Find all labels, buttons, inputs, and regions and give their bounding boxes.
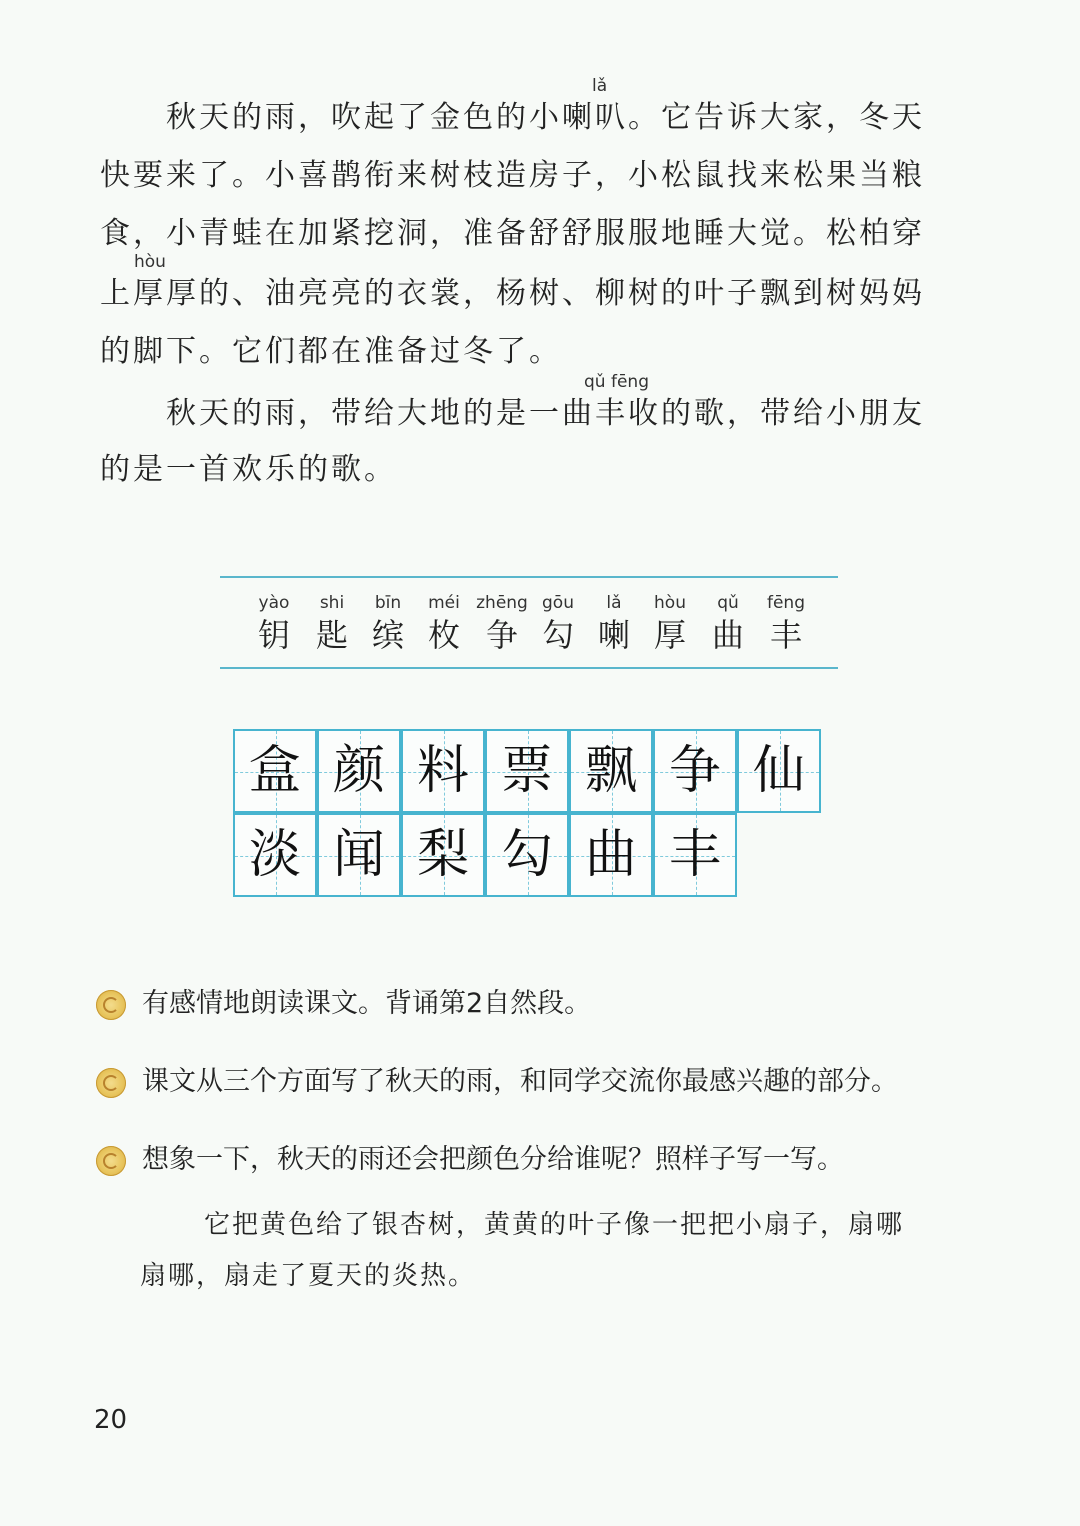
vocab-char: 勾 bbox=[541, 616, 574, 654]
vocab-item bbox=[640, 592, 700, 656]
vocab-char: 厚 bbox=[653, 616, 686, 654]
ruby-la: lǎ bbox=[592, 76, 608, 96]
vocab-pinyin: bīn bbox=[374, 593, 402, 613]
vocab-pinyin: fēng bbox=[766, 593, 805, 613]
vocab-char: 争 bbox=[485, 616, 518, 654]
grid-cell bbox=[485, 813, 569, 897]
grid-cell bbox=[653, 813, 737, 897]
grid-cell bbox=[401, 813, 485, 897]
vocab-item bbox=[302, 592, 362, 656]
vocab-item bbox=[414, 592, 474, 656]
vocab-char: 枚 bbox=[427, 616, 460, 654]
ruby-qu-feng: qǔ fēng bbox=[584, 372, 649, 392]
vocab-item bbox=[698, 592, 758, 656]
grid-char: 票 bbox=[500, 741, 553, 801]
grid-char: 飘 bbox=[584, 741, 637, 801]
swirl-badge-icon bbox=[96, 1068, 126, 1098]
vocab-pinyin: zhēng bbox=[476, 593, 528, 613]
exercise-2 bbox=[96, 1060, 996, 1104]
grid-cell bbox=[569, 729, 653, 813]
vocab-top-rule bbox=[220, 576, 838, 578]
vocab-list bbox=[252, 592, 812, 658]
vocab-pinyin: shi bbox=[319, 593, 345, 613]
passage-line-6: 秋天的雨，带给大地的是一曲丰收的歌，带给小朋友 bbox=[166, 396, 925, 431]
vocab-char: 缤 bbox=[371, 616, 404, 654]
passage-line-3: 食，小青蛙在加紧挖洞，准备舒舒服服地睡大觉。松柏穿 bbox=[100, 216, 925, 251]
vocab-pinyin: lǎ bbox=[606, 593, 622, 613]
grid-char: 丰 bbox=[668, 825, 721, 885]
vocab-char: 钥 bbox=[257, 616, 290, 654]
grid-char: 勾 bbox=[500, 825, 553, 885]
grid-cell bbox=[401, 729, 485, 813]
vocab-char: 匙 bbox=[315, 616, 348, 654]
vocab-pinyin: yào bbox=[258, 593, 290, 613]
grid-char: 淡 bbox=[248, 825, 301, 885]
grid-cell bbox=[233, 813, 317, 897]
grid-char: 梨 bbox=[416, 825, 469, 885]
vocab-pinyin: méi bbox=[428, 593, 460, 613]
grid-char: 曲 bbox=[584, 825, 637, 885]
grid-cell bbox=[233, 729, 317, 813]
exercise-3 bbox=[96, 1138, 996, 1182]
vocab-char: 丰 bbox=[769, 616, 802, 654]
grid-char: 闻 bbox=[332, 825, 385, 885]
vocab-pinyin: qǔ bbox=[717, 593, 739, 613]
grid-cell bbox=[317, 813, 401, 897]
vocab-item bbox=[528, 592, 588, 656]
page-number: 20 bbox=[94, 1405, 128, 1435]
vocab-item bbox=[472, 592, 532, 656]
passage-line-5: 的脚下。它们都在准备过冬了。 bbox=[100, 334, 562, 369]
grid-cell bbox=[653, 729, 737, 813]
example-line-2: 扇哪，扇走了夏天的炎热。 bbox=[140, 1261, 477, 1291]
exercise-text: 有感情地朗读课文。背诵第2自然段。 bbox=[142, 988, 592, 1019]
vocab-pinyin: hòu bbox=[654, 593, 686, 613]
grid-cell bbox=[737, 729, 821, 813]
exercise-text: 想象一下，秋天的雨还会把颜色分给谁呢？照样子写一写。 bbox=[142, 1144, 844, 1175]
grid-char: 颜 bbox=[332, 741, 385, 801]
grid-cell bbox=[485, 729, 569, 813]
grid-char: 盒 bbox=[248, 741, 301, 801]
passage-line-7: 的是一首欢乐的歌。 bbox=[100, 452, 397, 487]
vocab-item bbox=[358, 592, 418, 656]
vocab-item bbox=[756, 592, 816, 656]
ruby-hou: hòu bbox=[134, 252, 166, 272]
grid-char: 争 bbox=[668, 741, 721, 801]
grid-char: 料 bbox=[416, 741, 469, 801]
example-line-1: 它把黄色给了银杏树，黄黄的叶子像一把把小扇子，扇哪 bbox=[204, 1210, 905, 1240]
vocab-item bbox=[584, 592, 644, 656]
swirl-badge-icon bbox=[96, 990, 126, 1020]
vocab-pinyin: gōu bbox=[542, 593, 574, 613]
vocab-bottom-rule bbox=[220, 667, 838, 669]
exercise-text: 课文从三个方面写了秋天的雨，和同学交流你最感兴趣的部分。 bbox=[142, 1066, 898, 1097]
passage-line-2: 快要来了。小喜鹊衔来树枝造房子，小松鼠找来松果当粮 bbox=[100, 158, 925, 193]
passage-line-4: 上厚厚的、油亮亮的衣裳，杨树、柳树的叶子飘到树妈妈 bbox=[100, 276, 925, 311]
grid-char: 仙 bbox=[752, 741, 805, 801]
passage-line-1: 秋天的雨，吹起了金色的小喇叭。它告诉大家，冬天 bbox=[166, 100, 925, 135]
grid-cell bbox=[569, 813, 653, 897]
vocab-char: 曲 bbox=[711, 616, 744, 654]
vocab-item bbox=[244, 592, 304, 656]
vocab-char: 喇 bbox=[597, 616, 630, 654]
grid-cell bbox=[317, 729, 401, 813]
exercise-1 bbox=[96, 982, 996, 1026]
swirl-badge-icon bbox=[96, 1146, 126, 1176]
